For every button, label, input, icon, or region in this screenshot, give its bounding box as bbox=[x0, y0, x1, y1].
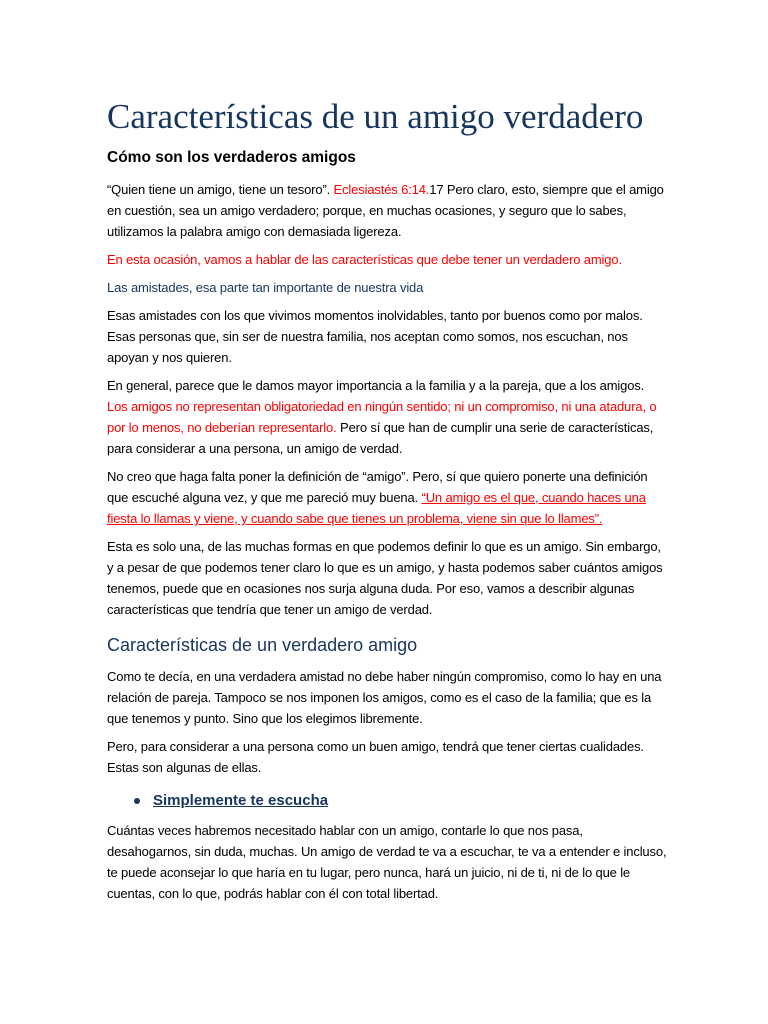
paragraph-formas: Esta es solo una, de las muchas formas en que podemos definir lo que es un amigo. Sin embargo, y a pesar de que podemos tener claro lo que es un amigo, y hasta podemos saber cuántos amigos tenemos, puede que en ocasiones nos surja alguna duda. Por eso, vamos a describir algunas características que tendría que tener un amigo de verdad. bbox=[107, 539, 663, 617]
section-heading-caracteristicas: Características de un verdadero amigo bbox=[107, 635, 418, 655]
paragraph-highlight: En esta ocasión, vamos a hablar de las características que debe tener un verdadero amigo. bbox=[107, 252, 622, 267]
bullet-label: Simplemente te escucha bbox=[153, 792, 329, 809]
section-heading-amistades: Las amistades, esa parte tan importante de nuestra vida bbox=[107, 280, 424, 295]
intro-rest: 17 Pero claro, esto, siempre que el amigo en cuestión, sea un amigo verdadero; porque, en muchas ocasiones, y seguro que lo sabes, utilizamos la palabra amigo con demasiada ligereza. bbox=[107, 182, 664, 239]
paragraph-amistades: Esas amistades con los que vivimos momentos inolvidables, tanto por buenos como por malos. Esas personas que, sin ser de nuestra familia, nos aceptan como somos, nos escuchan, nos apoyan y nos quieren. bbox=[107, 308, 643, 365]
paragraph-escucha: Cuántas veces habremos necesitado hablar con un amigo, contarle lo que nos pasa, desahogarnos, sin duda, muchas. Un amigo de verdad te va a escuchar, te va a entender e incluso, te puede aconsejar lo que haría en tu lugar, pero nunca, hará un juicio, ni de ti, ni de lo que le cuentas, con lo que, podrás hablar con él con total libertad. bbox=[107, 823, 667, 901]
definicion-text: No creo que haga falta poner la definición de “amigo”. Pero, sí que quiero ponerte una definición que escuché alguna vez, y que me pareció muy buena. bbox=[107, 469, 648, 505]
importancia-text-a: En general, parece que le damos mayor importancia a la familia y a la pareja, que a los amigos. bbox=[107, 378, 645, 393]
importancia-text-b: Pero sí que han de cumplir una serie de características, para considerar a una persona, un amigo de verdad. bbox=[107, 420, 654, 456]
definicion-quote: “Un amigo es el que, cuando haces una fiesta lo llamas y viene, y cuando sabe que tienes un problema, viene sin que lo llames”. bbox=[107, 490, 646, 526]
importancia-red-text: Los amigos no representan obligatoriedad en ningún sentido; ni un compromiso, ni una atadura, o por lo menos, no deberían representarlo. bbox=[107, 399, 657, 435]
page-subtitle: Cómo son los verdaderos amigos bbox=[107, 149, 356, 166]
paragraph-cualidades: Pero, para considerar a una persona como un buen amigo, tendrá que tener ciertas cualidades. Estas son algunas de ellas. bbox=[107, 739, 644, 775]
paragraph-importancia bbox=[107, 375, 668, 459]
page-title: Características de un amigo verdadero bbox=[107, 97, 644, 136]
paragraph-definicion bbox=[107, 466, 668, 529]
paragraph-compromiso: Como te decía, en una verdadera amistad no debe haber ningún compromiso, como lo hay en una relación de pareja. Tampoco se nos imponen los amigos, como es el caso de la familia; que es la que tenemos y punto. Sino que los elegimos libremente. bbox=[107, 669, 662, 726]
intro-quote: “Quien tiene un amigo, tiene un tesoro”. bbox=[107, 182, 334, 197]
bible-reference: Eclesiastés 6:14. bbox=[333, 182, 430, 197]
bullet-dot-icon bbox=[134, 798, 140, 804]
bullet-item-escucha bbox=[134, 791, 668, 811]
paragraph-intro bbox=[107, 179, 668, 242]
